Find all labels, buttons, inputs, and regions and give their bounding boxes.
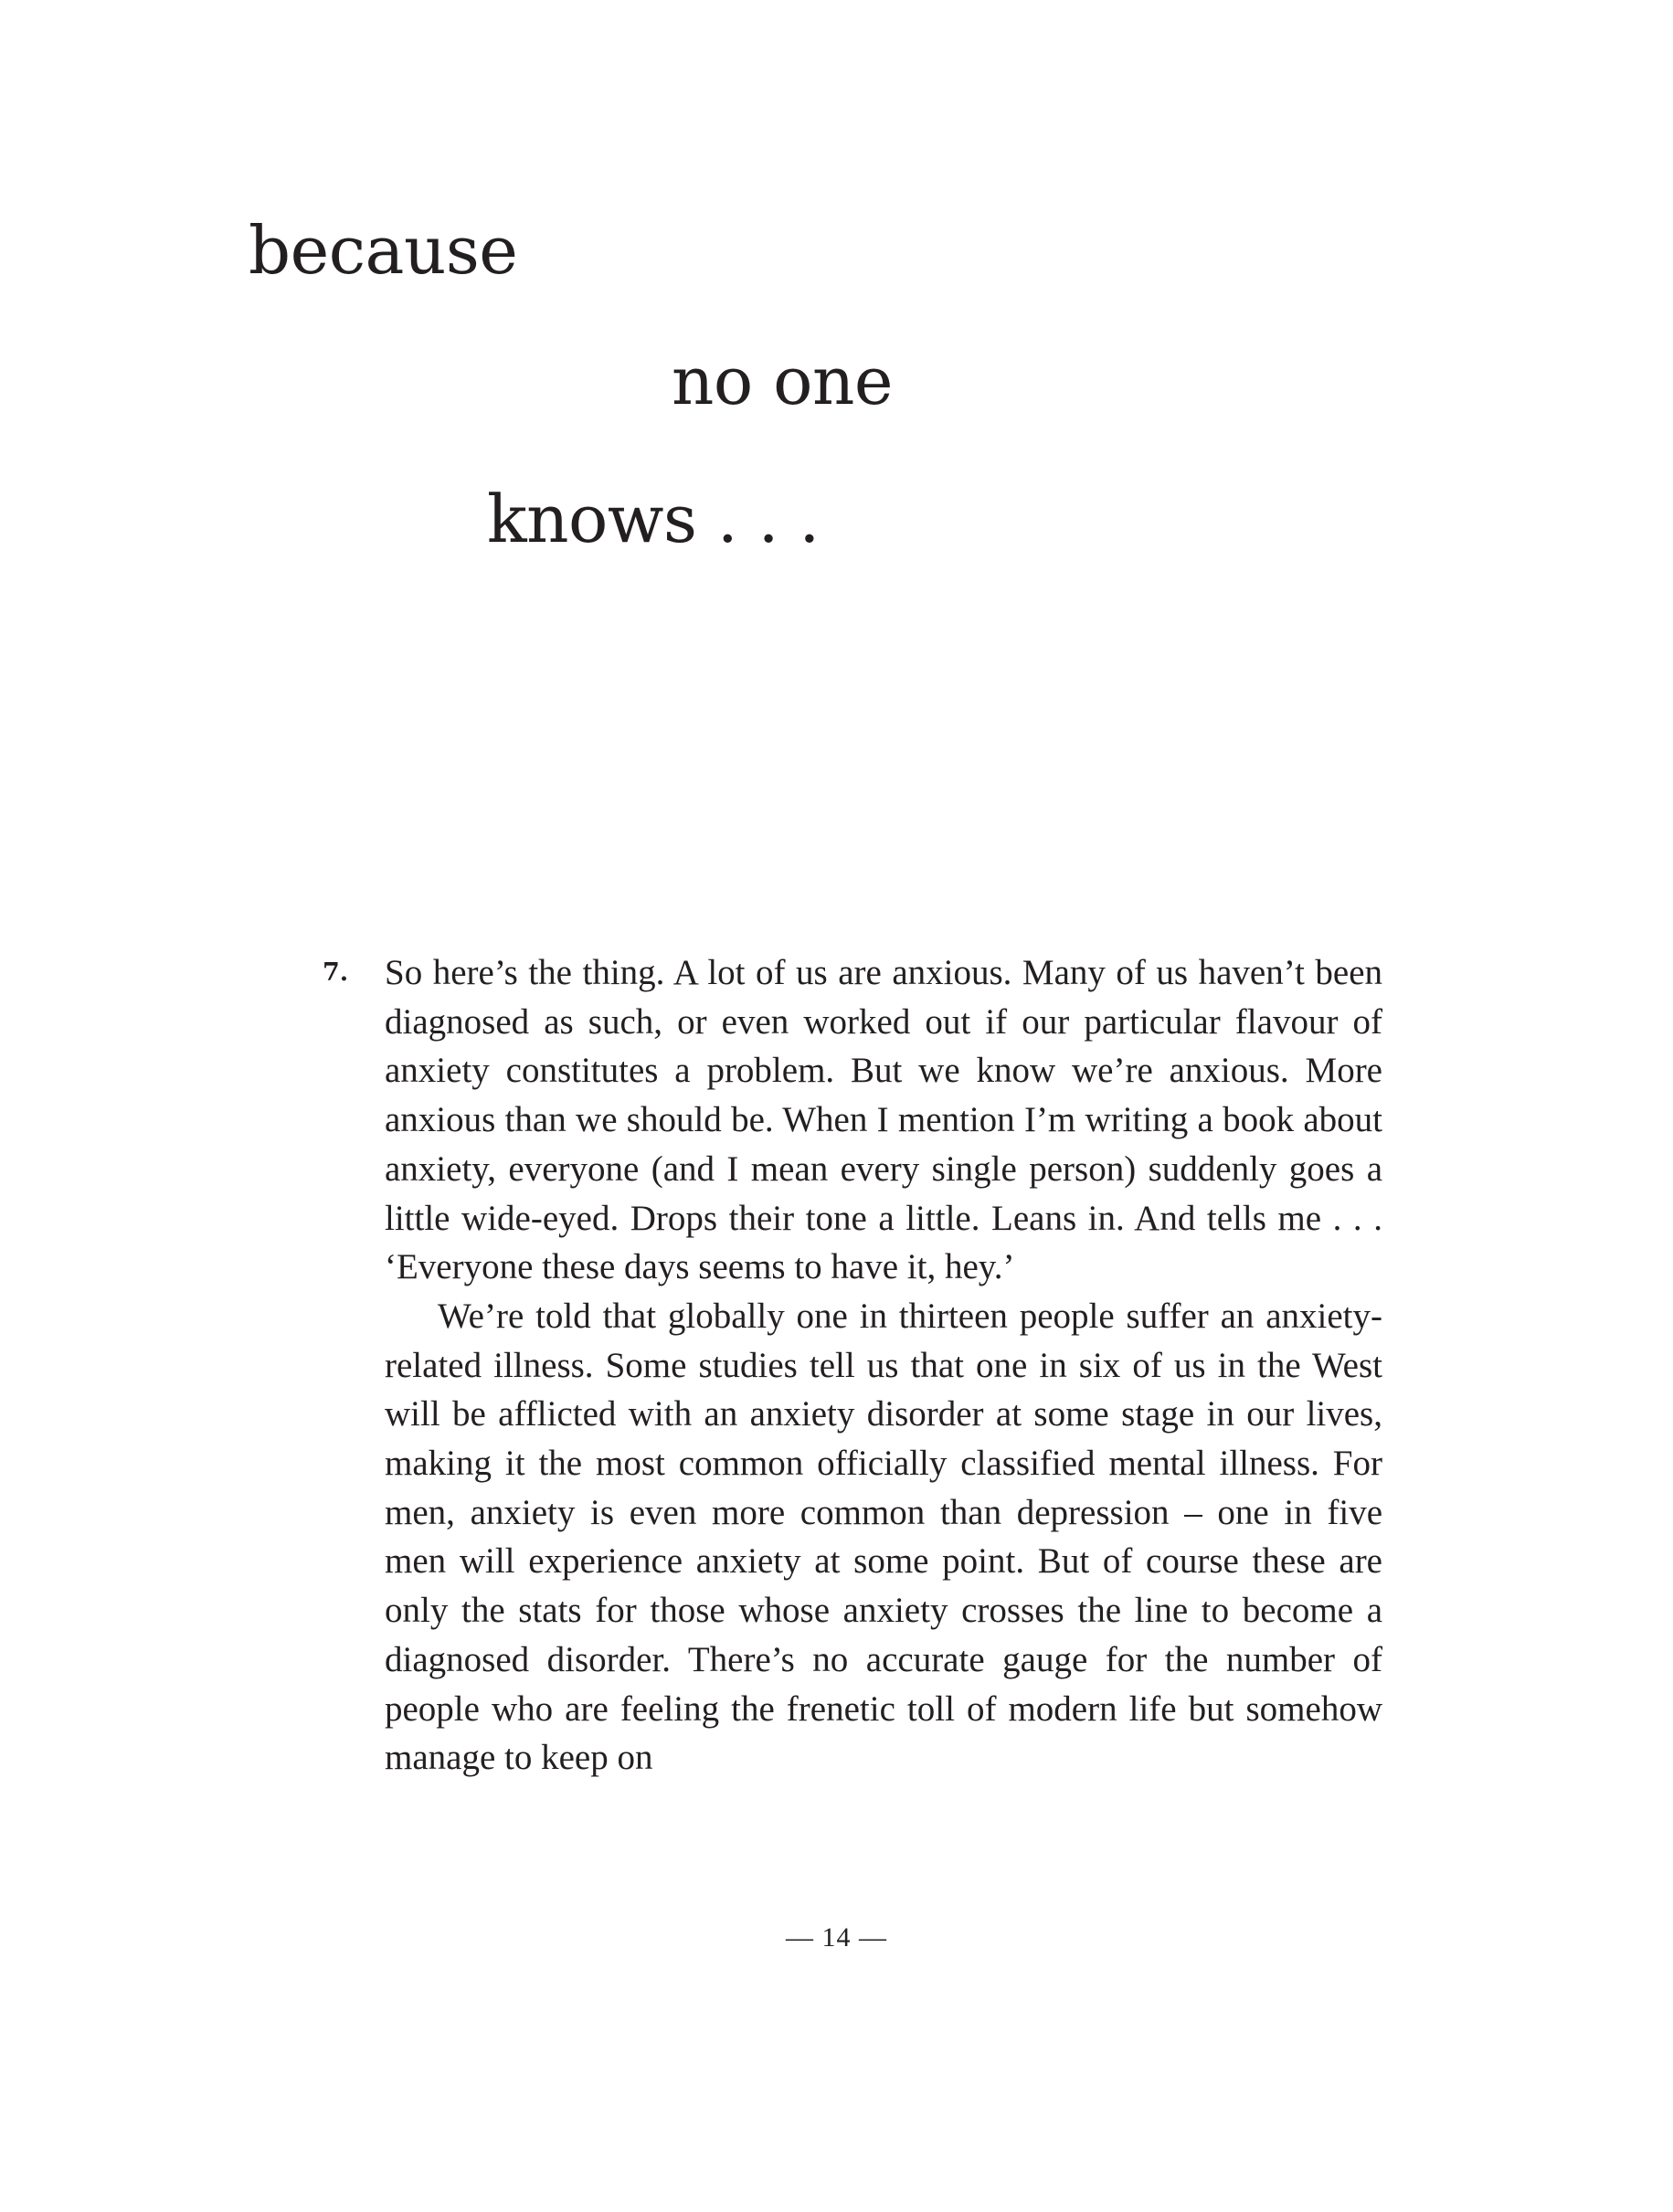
section-number: 7.: [323, 958, 349, 987]
title-line-no-one: no one: [672, 343, 893, 419]
title-line-because: because: [249, 212, 518, 289]
body-paragraph-1: So here’s the thing. A lot of us are anxious. Many of us haven’t been diagnosed as such, or even worked out if our particular flavour of anxiety constitutes a problem. But we know we’re anxious. More anxious than we should be. When I mention I’m writing a book about anxiety, everyone (and I mean every single person) suddenly goes a little wide-eyed. Drops their tone a little. Leans in. And tells me . . . ‘Everyone these days seems to have it, hey.’: [385, 953, 1382, 1287]
section-body: [385, 948, 1382, 1783]
body-paragraph-2: We’re told that globally one in thirteen people suffer an anxiety-related illness. Some studies tell us that one in six of us in the West will be afflicted with an anxiety disorder at some stage in our lives, making it the most common officially classified mental illness. For men, anxiety is even more common than depression – one in five men will experience anxiety at some point. But of course these are only the stats for those whose anxiety crosses the line to become a diagnosed disorder. There’s no accurate gauge for the number of people who are feeling the frenetic toll of modern life but somehow manage to keep on: [385, 1296, 1382, 1778]
title-line-knows: knows . . .: [487, 481, 820, 557]
page-number: — 14 —: [786, 1922, 887, 1953]
